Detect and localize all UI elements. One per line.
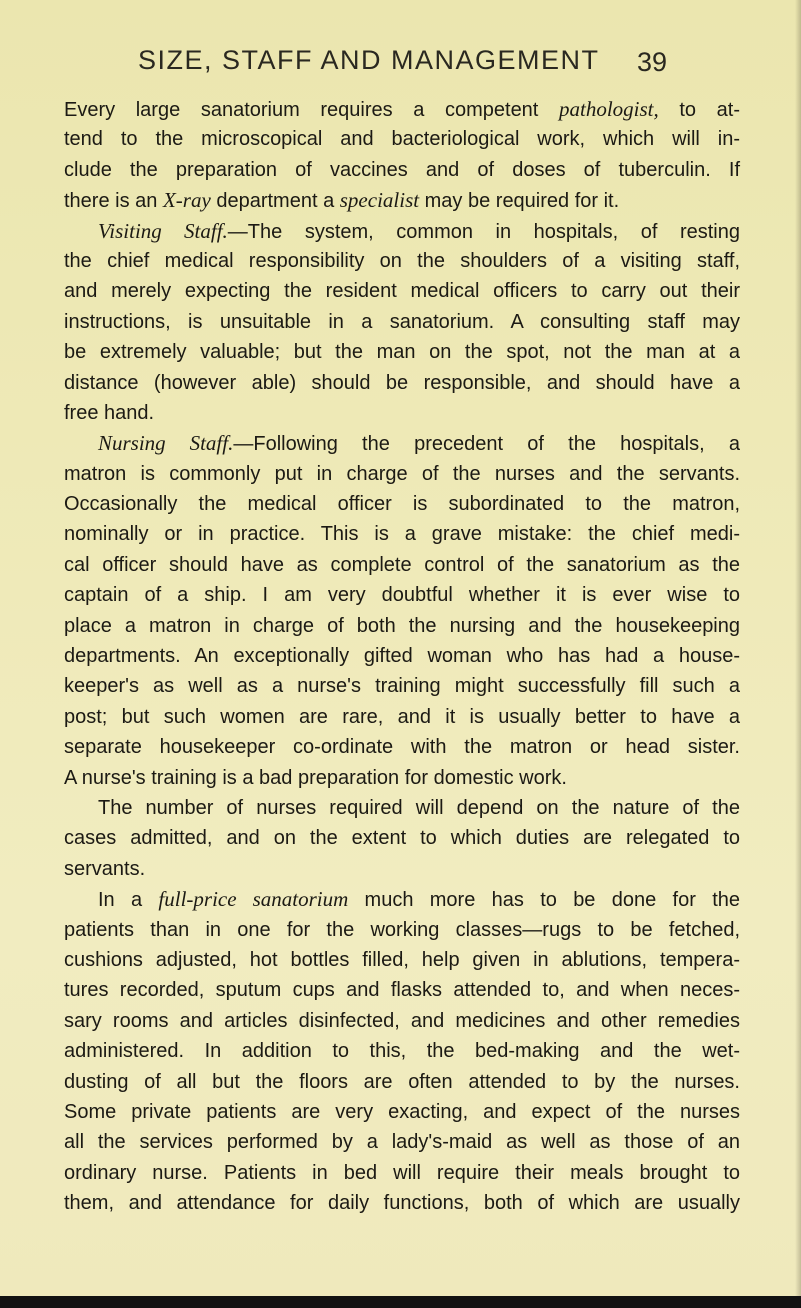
text-line: Some private patients are very exacting, and expect of the nurses bbox=[64, 1100, 740, 1123]
running-head bbox=[0, 45, 801, 85]
text-line: clude the preparation of vaccines and of doses of tuberculin. If bbox=[64, 158, 740, 181]
text-line: Every large sanatorium requires a competent pathologist, to at- bbox=[64, 97, 740, 121]
text-line: captain of a ship. I am very doubtful whether it is ever wise to bbox=[64, 584, 740, 607]
text-line: Occasionally the medical officer is subordinated to the matron, bbox=[64, 493, 740, 516]
text-line: instructions, is unsuitable in a sanatorium. A consulting staff may bbox=[64, 310, 740, 333]
text-line: tures recorded, sputum cups and flasks attended to, and when neces- bbox=[64, 979, 740, 1002]
text-line: dusting of all but the floors are often attended to by the nurses. bbox=[64, 1070, 740, 1093]
section-heading-nursing-staff: Nursing Staff. bbox=[98, 431, 234, 456]
section-start-visiting-staff: Visiting Staff.—The system, common in hospitals, of resting bbox=[98, 218, 740, 243]
text-line: keeper's as well as a nurse's training might successfully fill such a bbox=[64, 675, 740, 698]
page-number: 39 bbox=[637, 47, 668, 77]
text-line: them, and attendance for daily functions, both of which are usually bbox=[64, 1192, 740, 1215]
section-start-nursing-staff: Nursing Staff.—Following the precedent of the hospitals, a bbox=[98, 431, 740, 456]
text-line: post; but such women are rare, and it is usually better to have a bbox=[64, 705, 740, 728]
text-line: matron is commonly put in charge of the nurses and the servants. bbox=[64, 462, 740, 485]
text-line: administered. In addition to this, the bed-making and the wet- bbox=[64, 1040, 740, 1063]
text-line: cal officer should have as complete control of the sanatorium as the bbox=[64, 553, 740, 576]
text-line: servants. bbox=[64, 857, 146, 880]
page-edge-shadow bbox=[795, 0, 801, 1308]
text-line: tend to the microscopical and bacteriological work, which will in- bbox=[64, 128, 740, 151]
text-line: ordinary nurse. Patients in bed will require their meals brought to bbox=[64, 1161, 740, 1184]
text-line: all the services performed by a lady's-maid as well as those of an bbox=[64, 1131, 740, 1154]
text-line: and merely expecting the resident medical officers to carry out their bbox=[64, 280, 740, 303]
text-line: free hand. bbox=[64, 401, 155, 424]
text-line: separate housekeeper co-ordinate with the matron or head sister. bbox=[64, 736, 740, 759]
text-line: nominally or in practice. This is a grave mistake: the chief medi- bbox=[64, 523, 740, 546]
section-heading-visiting-staff: Visiting Staff. bbox=[98, 218, 228, 243]
scan-bottom-border bbox=[0, 1296, 801, 1308]
paragraph-start: In a full-price sanatorium much more has to be done for the bbox=[98, 887, 740, 912]
text-line: place a matron in charge of both the nursing and the housekeeping bbox=[64, 614, 740, 637]
text-line: be extremely valuable; but the man on the spot, not the man at a bbox=[64, 341, 740, 364]
text-line: cases admitted, and on the extent to which duties are relegated to bbox=[64, 827, 740, 850]
text-line: sary rooms and articles disinfected, and medicines and other remedies bbox=[64, 1009, 740, 1032]
text-line: there is an X-ray department a specialist may be required for it. bbox=[64, 188, 620, 213]
text-line: departments. An exceptionally gifted woman who has had a house- bbox=[64, 645, 740, 668]
text-line: the chief medical responsibility on the shoulders of a visiting staff, bbox=[64, 249, 740, 272]
text-line: A nurse's training is a bad preparation for domestic work. bbox=[64, 766, 567, 789]
text-line: cushions adjusted, hot bottles filled, help given in ablutions, tempera- bbox=[64, 948, 740, 971]
text-line: patients than in one for the working classes—rugs to be fetched, bbox=[64, 918, 740, 941]
running-title: SIZE, STAFF AND MANAGEMENT bbox=[138, 45, 600, 75]
paragraph-start: The number of nurses required will depend on the nature of the bbox=[98, 796, 740, 819]
body-text bbox=[64, 94, 740, 1218]
text-line: distance (however able) should be responsible, and should have a bbox=[64, 371, 740, 394]
